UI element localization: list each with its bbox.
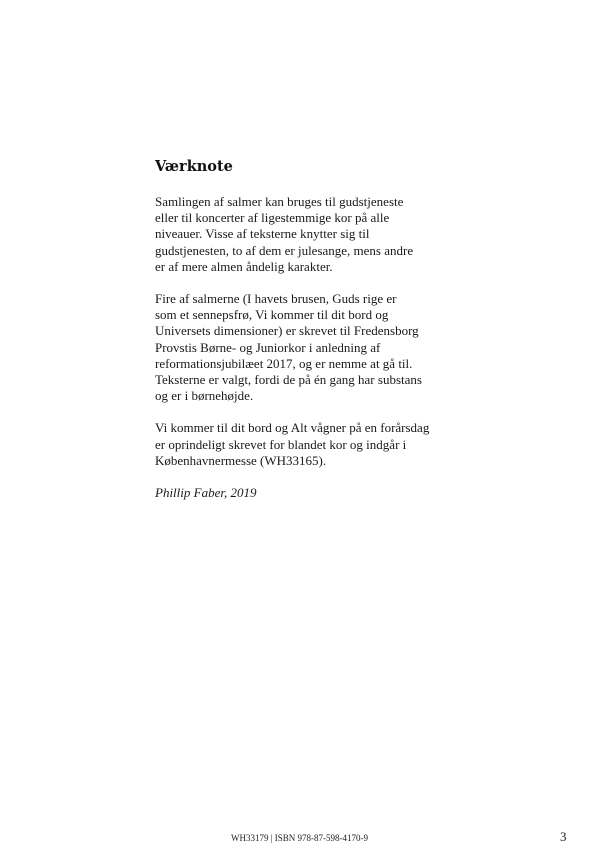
work-note-section [155,158,465,501]
page-title: Værknote [155,158,233,175]
text-line: reformationsjubilæet 2017, og er nemme at gå til. [155,355,413,371]
text-line: Fire af salmerne (I havets brusen, Guds rige er [155,291,397,307]
text-line: Samlingen af salmer kan bruges til gudstjeneste [155,194,404,209]
page-number: 3 [560,829,567,844]
text-line: eller til koncerter af ligestemmige kor på alle [155,210,390,226]
text-line: gudstjenesten, to af dem er julesange, mens andre [155,242,414,258]
text-line: er oprindeligt skrevet for blandet kor og indgår i [155,436,407,452]
paragraph-intro [155,194,465,275]
text-line: som et sennepsfrø, Vi kommer til dit bord og [155,307,389,323]
author-signature: Phillip Faber, 2019 [155,485,257,501]
catalog-isbn: WH33179 | ISBN 978-87-598-4170-9 [231,833,369,843]
paragraph-hymns [155,291,465,404]
text-line: Universets dimensioner) er skrevet til Fredensborg [155,323,419,339]
text-line: Københavnermesse (WH33165). [155,452,327,468]
text-line: Vi kommer til dit bord og Alt vågner på en forårsdag [155,420,430,436]
paragraph-origins [155,420,465,469]
text-line: Provstis Børne- og Juniorkor i anledning af [155,339,381,355]
text-line: Teksterne er valgt, fordi de på én gang har substans [155,372,422,388]
page-footer [0,829,612,846]
text-line: niveauer. Visse af teksterne knytter sig til [155,226,370,242]
text-line: er af mere almen åndelig karakter. [155,258,333,274]
text-line: og er i børnehøjde. [155,388,254,404]
